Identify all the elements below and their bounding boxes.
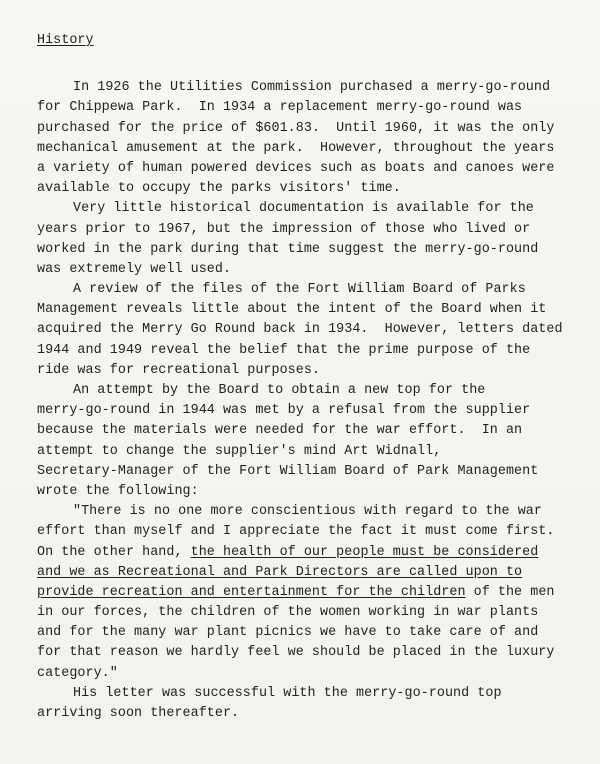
text-line: because the materials were needed for the war effort. In an: [37, 423, 523, 439]
text-segment: of the men: [465, 584, 555, 600]
paragraph-3: [37, 280, 567, 381]
text-line: for Chippewa Park. In 1934 a replacement merry-go-round was: [37, 100, 523, 116]
text-line: in our forces, the children of the women working in war plants: [37, 605, 539, 621]
text-line: acquired the Merry Go Round back in 1934. However, letters dated: [37, 322, 563, 338]
text-line: merry-go-round in 1944 was met by a refusal from the supplier: [37, 403, 531, 419]
text-line: [37, 543, 567, 563]
text-line: a variety of human powered devices such as boats and canoes were: [37, 160, 555, 176]
paragraph-6: [37, 684, 567, 724]
text-line: arriving soon thereafter.: [37, 706, 240, 722]
quote-paragraph: [37, 502, 567, 684]
text-line: and for the many war plant picnics we have to take care of and: [37, 625, 539, 641]
text-segment: On the other hand,: [37, 544, 191, 560]
paragraph-4: [37, 381, 567, 502]
paragraph-1: [37, 78, 567, 199]
text-line: 1944 and 1949 reveal the belief that the prime purpose of the: [37, 342, 531, 358]
text-line: category.": [37, 665, 118, 681]
text-line: worked in the park during that time suggest the merry-go-round: [37, 241, 539, 257]
text-line: for that reason we hardly feel we should be placed in the luxury: [37, 645, 555, 661]
text-line: A review of the files of the Fort William Board of Parks: [73, 282, 526, 298]
text-line: "There is no one more conscientious with regard to the war: [73, 504, 542, 520]
text-line: Very little historical documentation is available for the: [73, 201, 534, 217]
underlined-text: and we as Recreational and Park Directors are called upon to: [37, 564, 523, 580]
text-line: [37, 563, 567, 583]
text-line: [37, 583, 567, 603]
text-line: Management reveals little about the intent of the Board when it: [37, 302, 547, 318]
text-line: ride was for recreational purposes.: [37, 362, 320, 378]
underlined-text: the health of our people must be considered: [190, 544, 539, 560]
paragraph-2: [37, 199, 567, 280]
text-line: purchased for the price of $601.83. Until 1960, it was the only: [37, 120, 555, 136]
text-line: wrote the following:: [37, 483, 199, 499]
text-line: An attempt by the Board to obtain a new top for the: [73, 383, 486, 399]
document-body: [37, 31, 567, 724]
text-line: Secretary-Manager of the Fort William Board of Park Management: [37, 463, 539, 479]
text-line: available to occupy the parks visitors' time.: [37, 181, 401, 197]
text-line: years prior to 1967, but the impression of those who lived or: [37, 221, 531, 237]
text-line: attempt to change the supplier's mind Art Widnall,: [37, 443, 442, 459]
text-line: mechanical amusement at the park. However, throughout the years: [37, 140, 555, 156]
text-line: was extremely well used.: [37, 261, 232, 277]
text-line: effort than myself and I appreciate the fact it must come first.: [37, 524, 555, 540]
text-line: In 1926 the Utilities Commission purchased a merry-go-round: [73, 80, 551, 96]
text-line: His letter was successful with the merry-go-round top: [73, 685, 502, 701]
underlined-text: provide recreation and entertainment for the children: [37, 584, 466, 600]
page-heading: History: [37, 33, 94, 48]
